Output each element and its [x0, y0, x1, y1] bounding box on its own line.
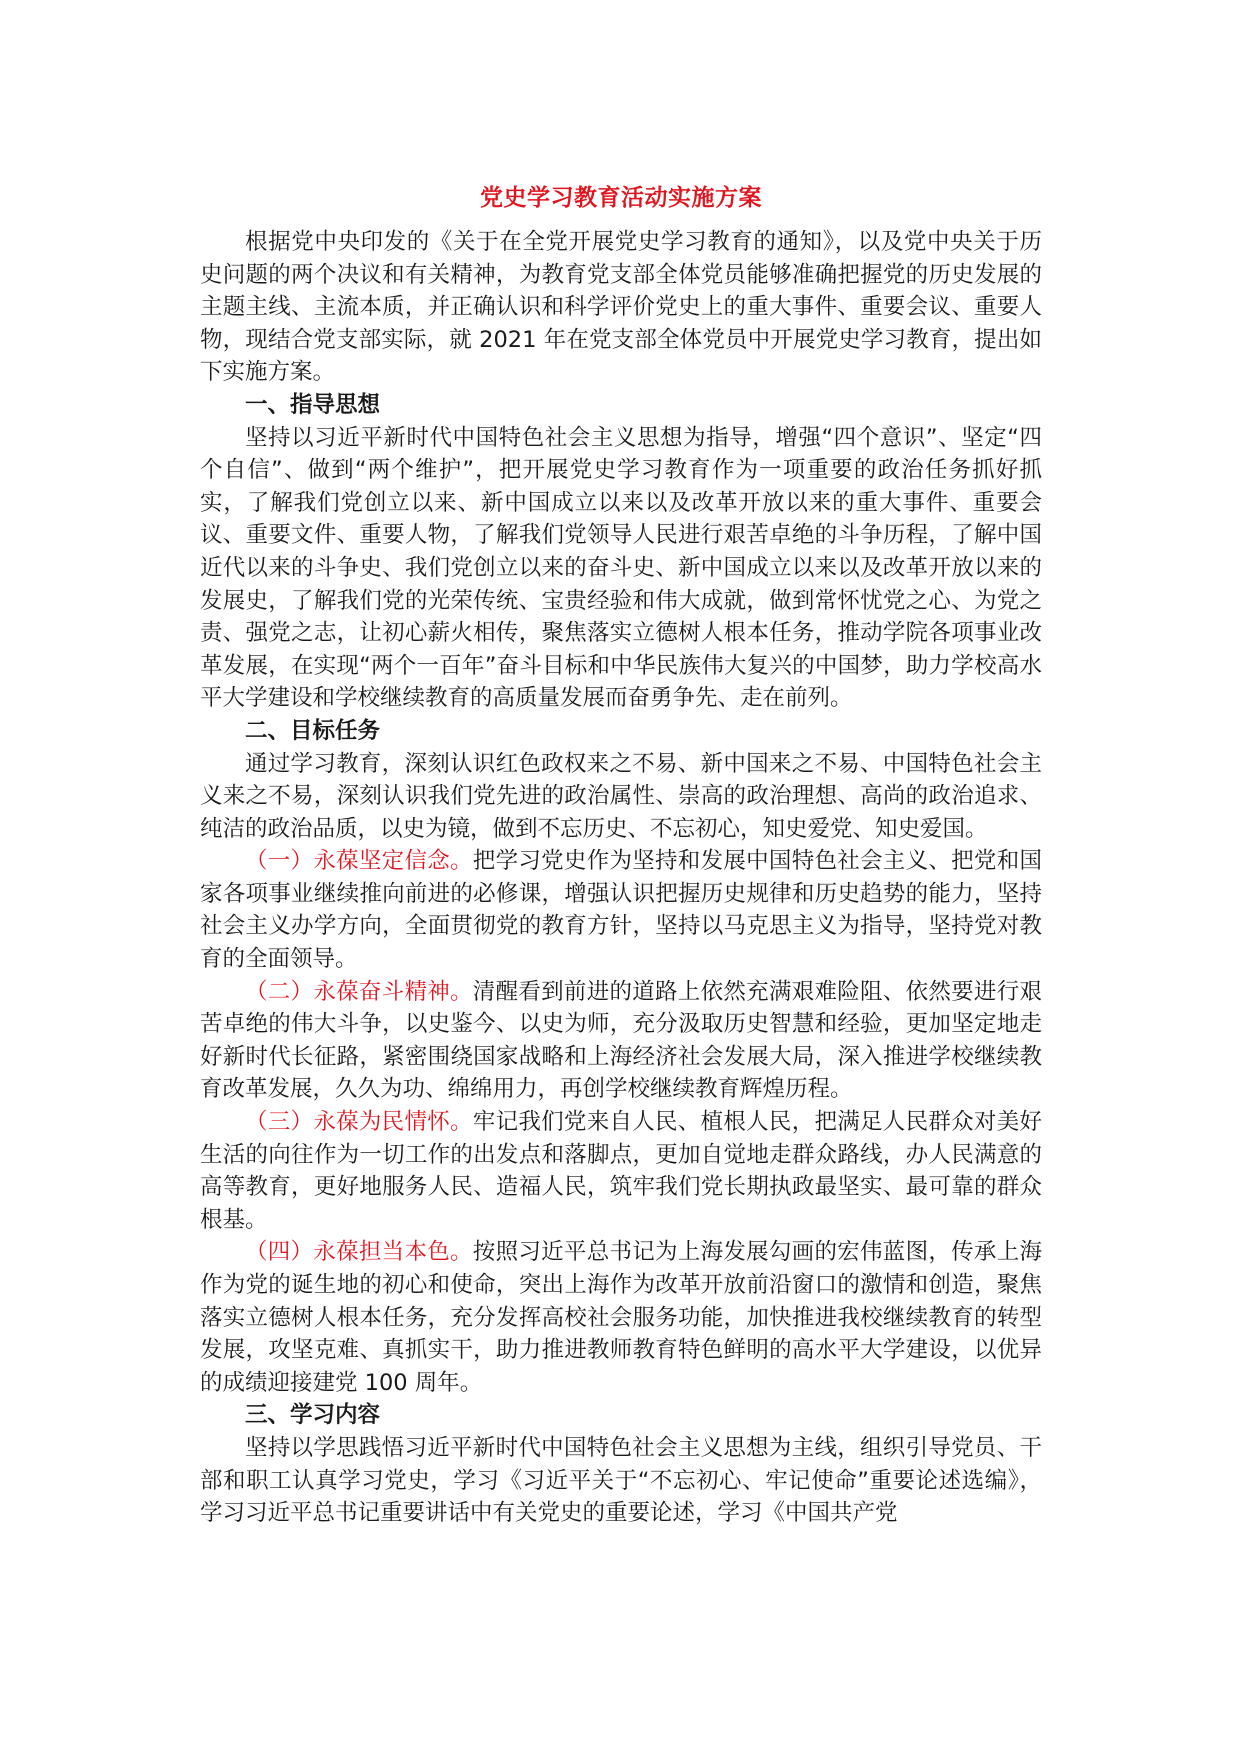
section-heading-guiding-ideology: 一、指导思想	[245, 391, 381, 418]
goal-item-3	[200, 1106, 1042, 1236]
document-page	[200, 178, 1042, 1530]
goal-item-4-lead: （四）永葆担当本色。	[245, 1239, 473, 1266]
goal-item-3-text: 牢记我们党来自人民、植根人民，把满足人民群众对美好生活的向往作为一切工作的出发点和落脚点，更加自觉地走群众路线，办人民满意的高等教育，更好地服务人民、造福人民，筑牢我们党长期执政最坚实、最可靠的群众根基。	[200, 1109, 1042, 1233]
goals-paragraph: 通过学习教育，深刻认识红色政权来之不易、新中国来之不易、中国特色社会主义来之不易，深刻认识我们党先进的政治属性、崇高的政治理想、高尚的政治追求、纯洁的政治品质，以史为镜，做到不忘历史、不忘初心，知史爱党、知史爱国。	[200, 750, 1042, 842]
section-heading-study-content: 三、学习内容	[245, 1402, 381, 1429]
intro-paragraph: 根据党中央印发的《关于在全党开展党史学习教育的通知》，以及党中央关于历史问题的两个决议和有关精神，为教育党支部全体党员能够准确把握党的历史发展的主题主线、主流本质，并正确认识和科学评价党史上的重大事件、重要会议、重要人物，现结合党支部实际，就 2021 年在党支部全体党员中开展党史学习教育，提出如下实施方案。	[200, 229, 1042, 386]
goal-item-2-text: 清醒看到前进的道路上依然充满艰难险阻、依然要进行艰苦卓绝的伟大斗争，以史鉴今、以史为师，充分汲取历史智慧和经验，更加坚定地走好新时代长征路，紧密围绕国家战略和上海经济社会发展大局，深入推进学校继续教育改革发展，久久为功、绵绵用力，再创学校继续教育辉煌历程。	[200, 978, 1042, 1103]
goal-item-4-text: 按照习近平总书记为上海发展勾画的宏伟蓝图，传承上海作为党的诞生地的初心和使命，突出上海作为改革开放前沿窗口的激情和创造，聚焦落实立德树人根本任务，充分发挥高校社会服务功能，加快推进我校继续教育的转型发展，攻坚克难、真抓实干，助力推进教师教育特色鲜明的高水平大学建设，以优异的成绩迎接建党 100 周年。	[200, 1239, 1042, 1396]
goal-item-1-lead: （一）永葆坚定信念。	[245, 848, 473, 875]
goal-item-2	[200, 976, 1042, 1106]
guiding-ideology-paragraph: 坚持以习近平新时代中国特色社会主义思想为指导，增强“四个意识”、坚定“四个自信”、做到“两个维护”，把开展党史学习教育作为一项重要的政治任务抓好抓实，了解我们党创立以来、新中国成立以来以及改革开放以来的重大事件、重要会议、重要文件、重要人物，了解我们党领导人民进行艰苦卓绝的斗争历程，了解中国近代以来的斗争史、我们党创立以来的奋斗史、新中国成立以来以及改革开放以来的发展史，了解我们党的光荣传统、宝贵经验和伟大成就，做到常怀忧党之心、为党之责、强党之志，让初心薪火相传，聚焦落实立德树人根本任务，推动学院各项事业改革发展，在实现“两个一百年”奋斗目标和中华民族伟大复兴的中国梦，助力学校高水平大学建设和学校继续教育的高质量发展而奋勇争先、走在前列。	[200, 424, 1042, 712]
goal-item-4	[200, 1236, 1042, 1399]
goal-item-1	[200, 845, 1042, 975]
study-content-paragraph: 坚持以学思践悟习近平新时代中国特色社会主义思想为主线，组织引导党员、干部和职工认真学习党史，学习《习近平关于“不忘初心、牢记使命”重要论述选编》，学习习近平总书记重要讲话中有关党史的重要论述，学习《中国共产党	[200, 1434, 1042, 1527]
section-heading-goals: 二、目标任务	[245, 717, 381, 744]
goal-item-2-lead: （二）永葆奋斗精神。	[245, 978, 473, 1005]
goal-item-1-text: 把学习党史作为坚持和发展中国特色社会主义、把党和国家各项事业继续推向前进的必修课，增强认识把握历史规律和历史趋势的能力，坚持社会主义办学方向，全面贯彻党的教育方针，坚持以马克思主义为指导，坚持党对教育的全面领导。	[200, 848, 1042, 973]
document-title: 党史学习教育活动实施方案	[480, 185, 762, 211]
goal-item-3-lead: （三）永葆为民情怀。	[245, 1109, 473, 1136]
